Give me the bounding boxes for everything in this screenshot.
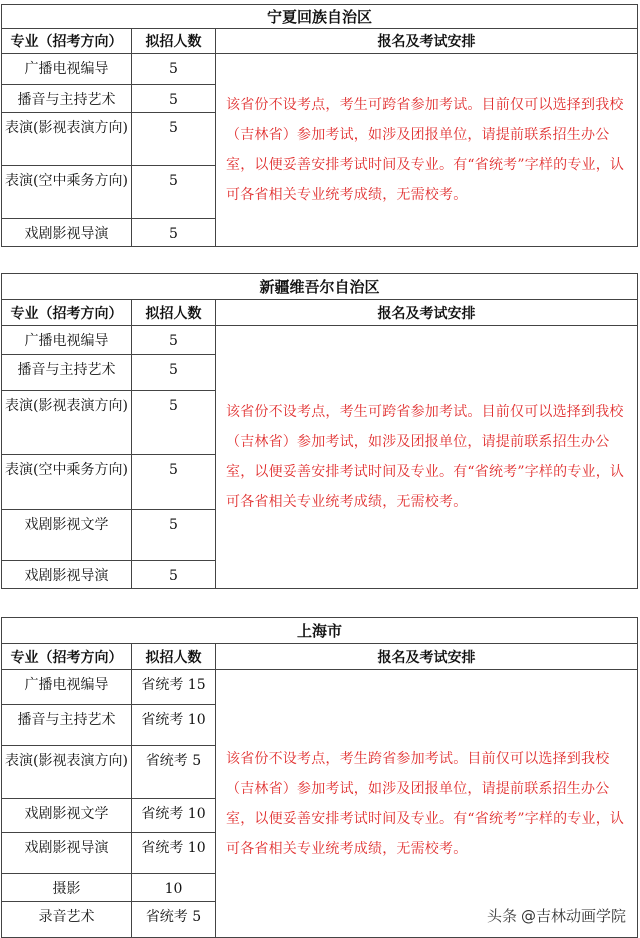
watermark <box>487 905 626 926</box>
quota-cell: 5 <box>132 113 216 166</box>
admission-table-ningxia <box>1 4 638 247</box>
region-title: 新疆维吾尔自治区 <box>2 274 638 300</box>
major-cell: 广播电视编导 <box>2 326 132 355</box>
header-quota: 拟招人数 <box>132 644 216 670</box>
quota-cell: 省统考 10 <box>132 705 216 746</box>
major-cell: 表演(影视表演方向) <box>2 391 132 455</box>
major-cell: 戏剧影视导演 <box>2 219 132 247</box>
region-title: 宁夏回族自治区 <box>2 5 638 29</box>
header-quota: 拟招人数 <box>132 300 216 326</box>
header-arrangement: 报名及考试安排 <box>216 300 638 326</box>
quota-cell: 省统考 15 <box>132 670 216 705</box>
major-cell: 表演(影视表演方向) <box>2 746 132 799</box>
quota-cell: 省统考 5 <box>132 902 216 938</box>
quota-cell: 5 <box>132 326 216 355</box>
major-cell: 表演(空中乘务方向) <box>2 455 132 510</box>
major-cell: 摄影 <box>2 874 132 902</box>
quota-cell: 省统考 10 <box>132 799 216 833</box>
quota-cell: 5 <box>132 561 216 589</box>
quota-cell: 省统考 5 <box>132 746 216 799</box>
major-cell: 戏剧影视文学 <box>2 799 132 833</box>
admission-table-xinjiang <box>1 273 638 589</box>
watermark-source: 头条 <box>486 907 517 925</box>
watermark-account: @吉林动画学院 <box>520 907 626 925</box>
table-row <box>2 54 638 85</box>
quota-cell: 5 <box>132 85 216 113</box>
major-cell: 戏剧影视导演 <box>2 833 132 874</box>
header-major: 专业（招考方向） <box>2 300 132 326</box>
major-cell: 广播电视编导 <box>2 54 132 85</box>
table-row <box>2 670 638 705</box>
quota-cell: 5 <box>132 54 216 85</box>
major-cell: 播音与主持艺术 <box>2 355 132 391</box>
arrangement-note: 该省份不设考点，考生可跨省参加考试。目前仅可以选择到我校（吉林省）参加考试，如涉及团报单位，请提前联系招生办公室，以便妥善安排考试时间及专业。有“省统考”字样的专业，认可各省相关专业统考成绩，无需校考。 <box>216 326 638 589</box>
major-cell: 表演(空中乘务方向) <box>2 166 132 219</box>
arrangement-note: 该省份不设考点，考生可跨省参加考试。目前仅可以选择到我校（吉林省）参加考试，如涉及团报单位，请提前联系招生办公室，以便妥善安排考试时间及专业。有“省统考”字样的专业，认可各省相关专业统考成绩，无需校考。 <box>216 54 638 247</box>
header-arrangement: 报名及考试安排 <box>216 644 638 670</box>
major-cell: 广播电视编导 <box>2 670 132 705</box>
header-major: 专业（招考方向） <box>2 29 132 54</box>
major-cell: 播音与主持艺术 <box>2 705 132 746</box>
quota-cell: 省统考 10 <box>132 833 216 874</box>
arrangement-note: 该省份不设考点，考生跨省参加考试。目前仅可以选择到我校（吉林省）参加考试，如涉及团报单位，请提前联系招生办公室，以便妥善安排考试时间及专业。有“省统考”字样的专业，认可各省相关专业统考成绩，无需校考。 <box>216 670 638 938</box>
quota-cell: 5 <box>132 455 216 510</box>
major-cell: 播音与主持艺术 <box>2 85 132 113</box>
admission-table-shanghai <box>1 617 638 938</box>
region-title: 上海市 <box>2 618 638 644</box>
quota-cell: 5 <box>132 391 216 455</box>
quota-cell: 5 <box>132 219 216 247</box>
header-arrangement: 报名及考试安排 <box>216 29 638 54</box>
major-cell: 戏剧影视文学 <box>2 510 132 561</box>
header-major: 专业（招考方向） <box>2 644 132 670</box>
quota-cell: 5 <box>132 166 216 219</box>
major-cell: 录音艺术 <box>2 902 132 938</box>
header-quota: 拟招人数 <box>132 29 216 54</box>
table-row <box>2 326 638 355</box>
quota-cell: 5 <box>132 355 216 391</box>
quota-cell: 5 <box>132 510 216 561</box>
major-cell: 表演(影视表演方向) <box>2 113 132 166</box>
quota-cell: 10 <box>132 874 216 902</box>
major-cell: 戏剧影视导演 <box>2 561 132 589</box>
